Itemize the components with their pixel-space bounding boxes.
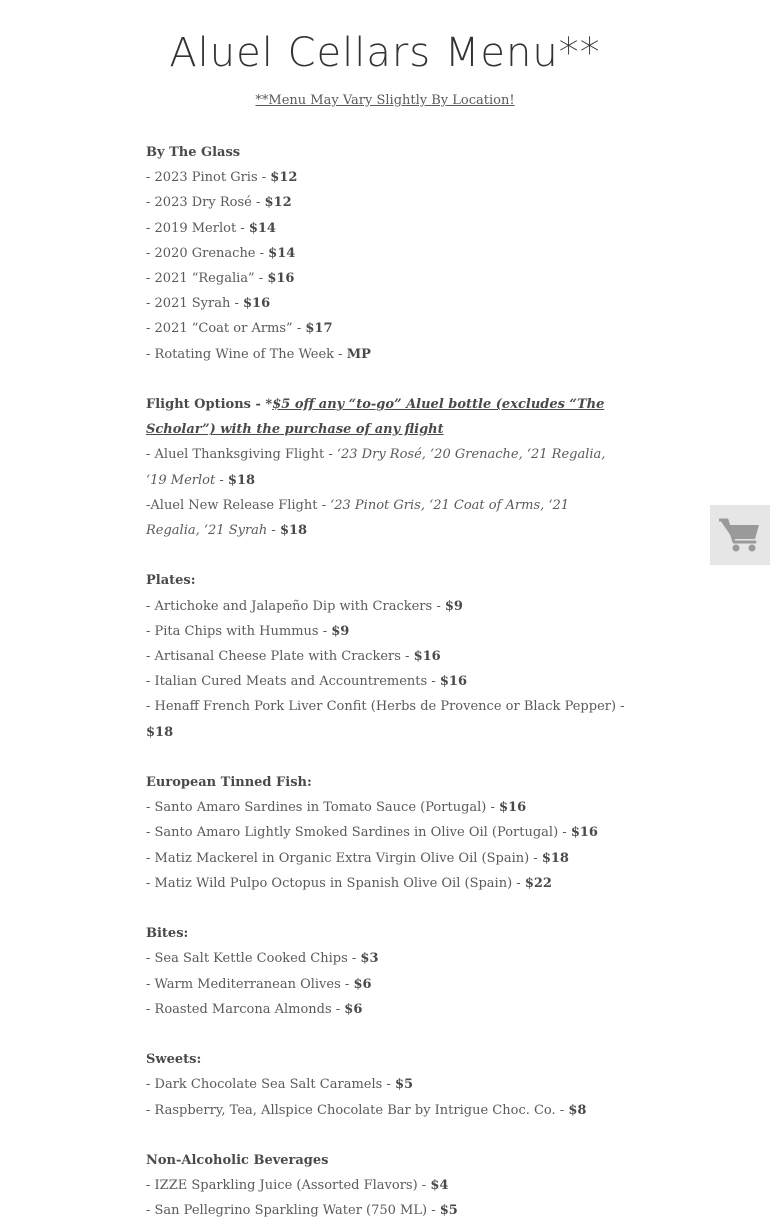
menu-item: - 2021 “Regalia” - $16 [146,271,295,287]
menu-item: - Dark Chocolate Sea Salt Caramels - $5 [146,1077,414,1093]
shopping-cart-icon [719,517,761,553]
flight-wines: ‘23 Dry Rosé, ‘20 Grenache, ‘21 Regalia, ‘19 Merlot [146,447,606,488]
menu-item: - Pita Chips with Hummus - $9 [146,623,350,639]
item-price: $5 [394,1077,414,1093]
menu-content [146,140,626,1220]
menu-item: - Warm Mediterranean Olives - $6 [146,976,372,992]
menu-item: - Raspberry, Tea, Allspice Chocolate Bar by Intrigue Choc. Co. - $8 [146,1102,587,1118]
section-heading-non-alcoholic: Non-Alcoholic Beverages [146,1153,329,1169]
spacer [146,1123,626,1148]
item-price: $22 [524,875,552,891]
item-price: $4 [430,1178,449,1194]
menu-item: - Matiz Mackerel in Organic Extra Virgin Olive Oil (Spain) - $18 [146,850,569,866]
item-price: $6 [344,1001,363,1017]
item-price: $9 [331,623,350,639]
spacer [146,367,626,392]
spacer [146,896,626,921]
menu-item: - 2019 Merlot - $14 [146,220,276,236]
item-price: MP [346,346,371,362]
item-price: $18 [227,472,256,488]
spacer [146,1022,626,1047]
spacer [146,543,626,568]
item-price: $12 [264,195,292,211]
item-price: $16 [499,800,527,816]
item-price: $12 [270,170,298,186]
flight-promo-text: $5 off any “to-go” Aluel bottle (excludes “The Scholar”) with the purchase of any flight [146,397,605,438]
menu-item: - San Pellegrino Sparkling Water (750 ML) - $5 [146,1203,458,1219]
menu-item: - Sea Salt Kettle Cooked Chips - $3 [146,951,379,967]
section-heading-tinned-fish: European Tinned Fish: [146,775,312,791]
item-price: $6 [353,976,372,992]
section-heading-bites: Bites: [146,926,189,942]
menu-item: - Matiz Wild Pulpo Octopus in Spanish Olive Oil (Spain) - $22 [146,875,552,891]
menu-item: -Aluel New Release Flight - ‘23 Pinot Gris, ‘21 Coat of Arms, ‘21 Regalia, ‘21 Syrah - $18 [146,497,570,539]
menu-item: - 2021 Syrah - $16 [146,296,271,312]
menu-item: - Henaff French Pork Liver Confit (Herbs de Provence or Black Pepper) - $18 [146,699,625,740]
item-price: $18 [146,724,174,740]
menu-item: - Aluel Thanksgiving Flight - ‘23 Dry Rosé, ‘20 Grenache, ‘21 Regalia, ‘19 Merlot - $18 [146,447,606,488]
item-price: $3 [360,951,379,967]
menu-item: - 2023 Pinot Gris - $12 [146,170,298,186]
item-price: $17 [305,321,333,337]
menu-item: - 2021 “Coat or Arms” - $17 [146,321,333,337]
menu-item: - Artichoke and Jalapeño Dip with Crackers - $9 [146,598,463,614]
item-price: $16 [439,674,467,690]
menu-item: - Rotating Wine of The Week - MP [146,346,371,362]
item-price: $16 [243,296,271,312]
shopping-cart-button[interactable] [710,505,770,565]
page-title: Aluel Cellars Menu** [169,30,601,76]
item-price: $16 [267,271,295,287]
menu-item: - 2023 Dry Rosé - $12 [146,195,292,211]
section-heading-plates: Plates: [146,573,196,589]
item-price: $16 [570,825,598,841]
item-price: $16 [413,649,441,665]
section-heading-sweets: Sweets: [146,1052,202,1068]
flight-options-heading: Flight Options - *$5 off any “to-go” Aluel bottle (excludes “The Scholar”) with the purchase of any flight [146,397,605,438]
item-price: $14 [268,245,296,261]
item-price: $9 [444,598,463,614]
menu-item: - IZZE Sparkling Juice (Assorted Flavors) - $4 [146,1178,449,1194]
section-heading-by-the-glass: By The Glass [146,145,241,160]
menu-item: - Artisanal Cheese Plate with Crackers - $16 [146,649,441,665]
menu-item: - Italian Cured Meats and Accountrements - $16 [146,674,467,690]
menu-item: - Santo Amaro Lightly Smoked Sardines in Olive Oil (Portugal) - $16 [146,825,598,841]
item-price: $14 [248,220,276,236]
spacer [146,745,626,770]
flight-wines: ‘23 Pinot Gris, ‘21 Coat of Arms, ‘21 Regalia, ‘21 Syrah [146,497,570,539]
menu-item: - Santo Amaro Sardines in Tomato Sauce (Portugal) - $16 [146,800,527,816]
item-price: $5 [439,1203,458,1219]
location-note-link[interactable]: **Menu May Vary Slightly By Location! [255,93,515,108]
item-price: $18 [541,850,569,866]
item-price: $18 [279,523,308,539]
item-price: $8 [568,1102,587,1118]
menu-item: - Roasted Marcona Almonds - $6 [146,1001,363,1017]
menu-item: - 2020 Grenache - $14 [146,245,296,261]
